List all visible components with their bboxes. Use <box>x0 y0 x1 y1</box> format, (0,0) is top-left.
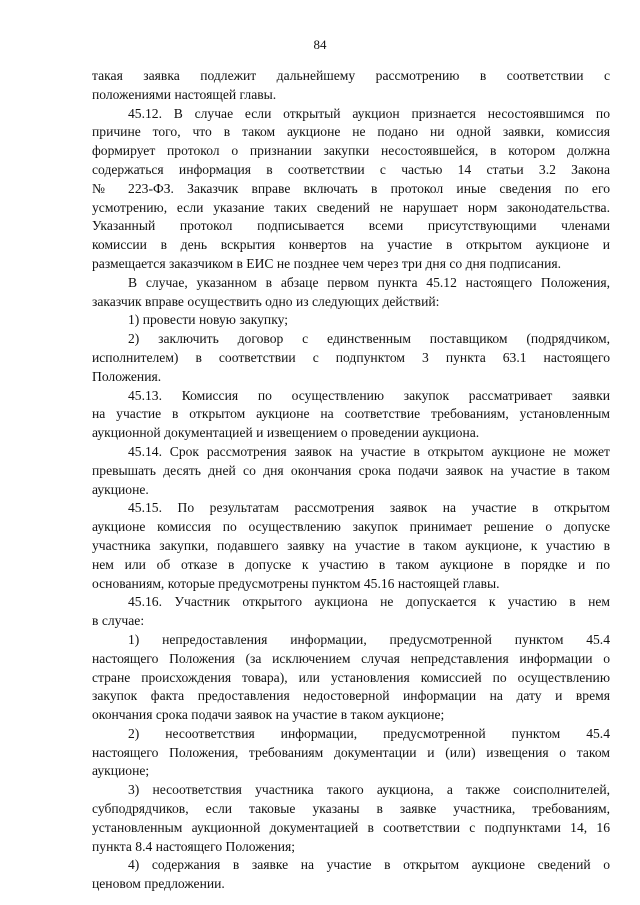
text-line: Указанный протокол подписывается всеми присутствующими членами <box>92 218 610 234</box>
text-line: 45.12. В случае если открытый аукцион признается несостоявшимся по <box>128 105 610 121</box>
text-line: размещается заказчиком в ЕИС не позднее чем через три дня со дня подписания. <box>92 255 562 271</box>
text-line: субподрядчиков, если таковые указаны в заявке участника, требованиям, <box>92 801 610 817</box>
text-line: 45.14. Срок рассмотрения заявок на участие в открытом аукционе не может <box>128 443 610 459</box>
paragraph <box>92 387 610 443</box>
page-number: 84 <box>313 37 327 52</box>
text-line: исполнителем) в соответствии с подпунктом 3 пункта 63.1 настоящего <box>92 349 610 365</box>
text-line: ценовом предложении. <box>92 876 225 892</box>
paragraph <box>92 105 610 274</box>
text-line: 1) провести новую закупку; <box>128 312 289 328</box>
text-line: заказчик вправе осуществить одно из следующих действий: <box>92 293 440 309</box>
text-line: участника закупки, подавшего заявку на участие в таком аукционе, к участию в <box>92 537 610 553</box>
paragraph <box>92 499 610 593</box>
paragraph <box>92 274 610 312</box>
paragraph <box>92 443 610 499</box>
text-line: комиссии в день вскрытия конвертов на участие в открытом аукционе и <box>92 237 610 253</box>
text-line: аукционной документацией и извещением о проведении аукциона. <box>92 425 480 441</box>
text-line: Положения. <box>92 368 162 384</box>
text-line: окончания срока подачи заявок на участие в таком аукционе; <box>92 707 445 723</box>
document-body <box>92 67 610 894</box>
text-line: настоящего Положения, требованиям документации и (или) извещения о таком <box>92 744 610 760</box>
paragraph <box>92 631 610 725</box>
paragraph <box>92 311 610 330</box>
text-line: 1) непредоставления информации, предусмотренной пунктом 45.4 <box>128 631 610 647</box>
text-line: положениями настоящей главы. <box>92 86 277 102</box>
text-line: 45.16. Участник открытого аукциона не допускается к участию в нем <box>128 594 610 610</box>
text-line: причине того, что в таком аукционе не подано ни одной заявки, комиссия <box>92 124 610 140</box>
text-line: такая заявка подлежит дальнейшему рассмотрению в соответствии с <box>92 68 610 83</box>
text-line: 2) заключить договор с единственным поставщиком (подрядчиком, <box>128 331 610 347</box>
text-line: закупок факта предоставления недостоверной информации на дату и время <box>92 688 610 704</box>
text-line: настоящего Положения (за исключением случая непредставления информации о <box>92 650 610 666</box>
paragraph <box>92 330 610 386</box>
text-line: аукционе. <box>92 481 149 497</box>
text-line: 45.13. Комиссия по осуществлению закупок рассматривает заявки <box>128 387 610 403</box>
paragraph <box>92 856 610 894</box>
text-line: превышать десять дней со дня окончания срока подачи заявок на участие в таком <box>92 462 610 478</box>
paragraph <box>92 593 610 631</box>
text-line: формирует протокол о признании закупки несостоявшейся, в котором должна <box>92 143 610 159</box>
text-line: В случае, указанном в абзаце первом пункта 45.12 настоящего Положения, <box>128 274 610 290</box>
text-line: стране происхождения товара), или установления комиссией по осуществлению <box>92 669 610 685</box>
text-line: 2) несоответствия информации, предусмотренной пунктом 45.4 <box>128 725 610 741</box>
text-line: пункта 8.4 настоящего Положения; <box>92 838 296 854</box>
text-line: на участие в открытом аукционе на соответствие требованиям, установленным <box>92 406 610 422</box>
paragraph <box>92 67 610 105</box>
paragraph <box>92 725 610 781</box>
text-line: в случае: <box>92 613 145 629</box>
text-line: 3) несоответствия участника такого аукциона, а также соисполнителей, <box>128 782 610 798</box>
text-line: содержаться информация в соответствии с частью 14 статьи 3.2 Закона <box>92 161 610 177</box>
text-line: нем или об отказе в допуске к участию в таком аукционе в порядке и по <box>92 556 610 572</box>
text-line: № 223-ФЗ. Заказчик вправе включать в протокол иные сведения по его <box>92 180 610 196</box>
text-line: аукционе; <box>92 763 150 779</box>
text-line: 45.15. По результатам рассмотрения заявок на участие в открытом <box>128 500 610 516</box>
text-line: аукционе комиссия по осуществлению закупок принимает решение о допуске <box>92 519 610 535</box>
paragraph <box>92 781 610 856</box>
text-line: 4) содержания в заявке на участие в открытом аукционе сведений о <box>128 857 610 873</box>
text-line: установленным аукционной документацией в соответствии с подпунктами 14, 16 <box>92 819 610 835</box>
text-line: основаниям, которые предусмотрены пунктом 45.16 настоящей главы. <box>92 575 500 591</box>
text-line: усмотрению, если указание таких сведений не нарушает норм законодательства. <box>92 199 610 215</box>
